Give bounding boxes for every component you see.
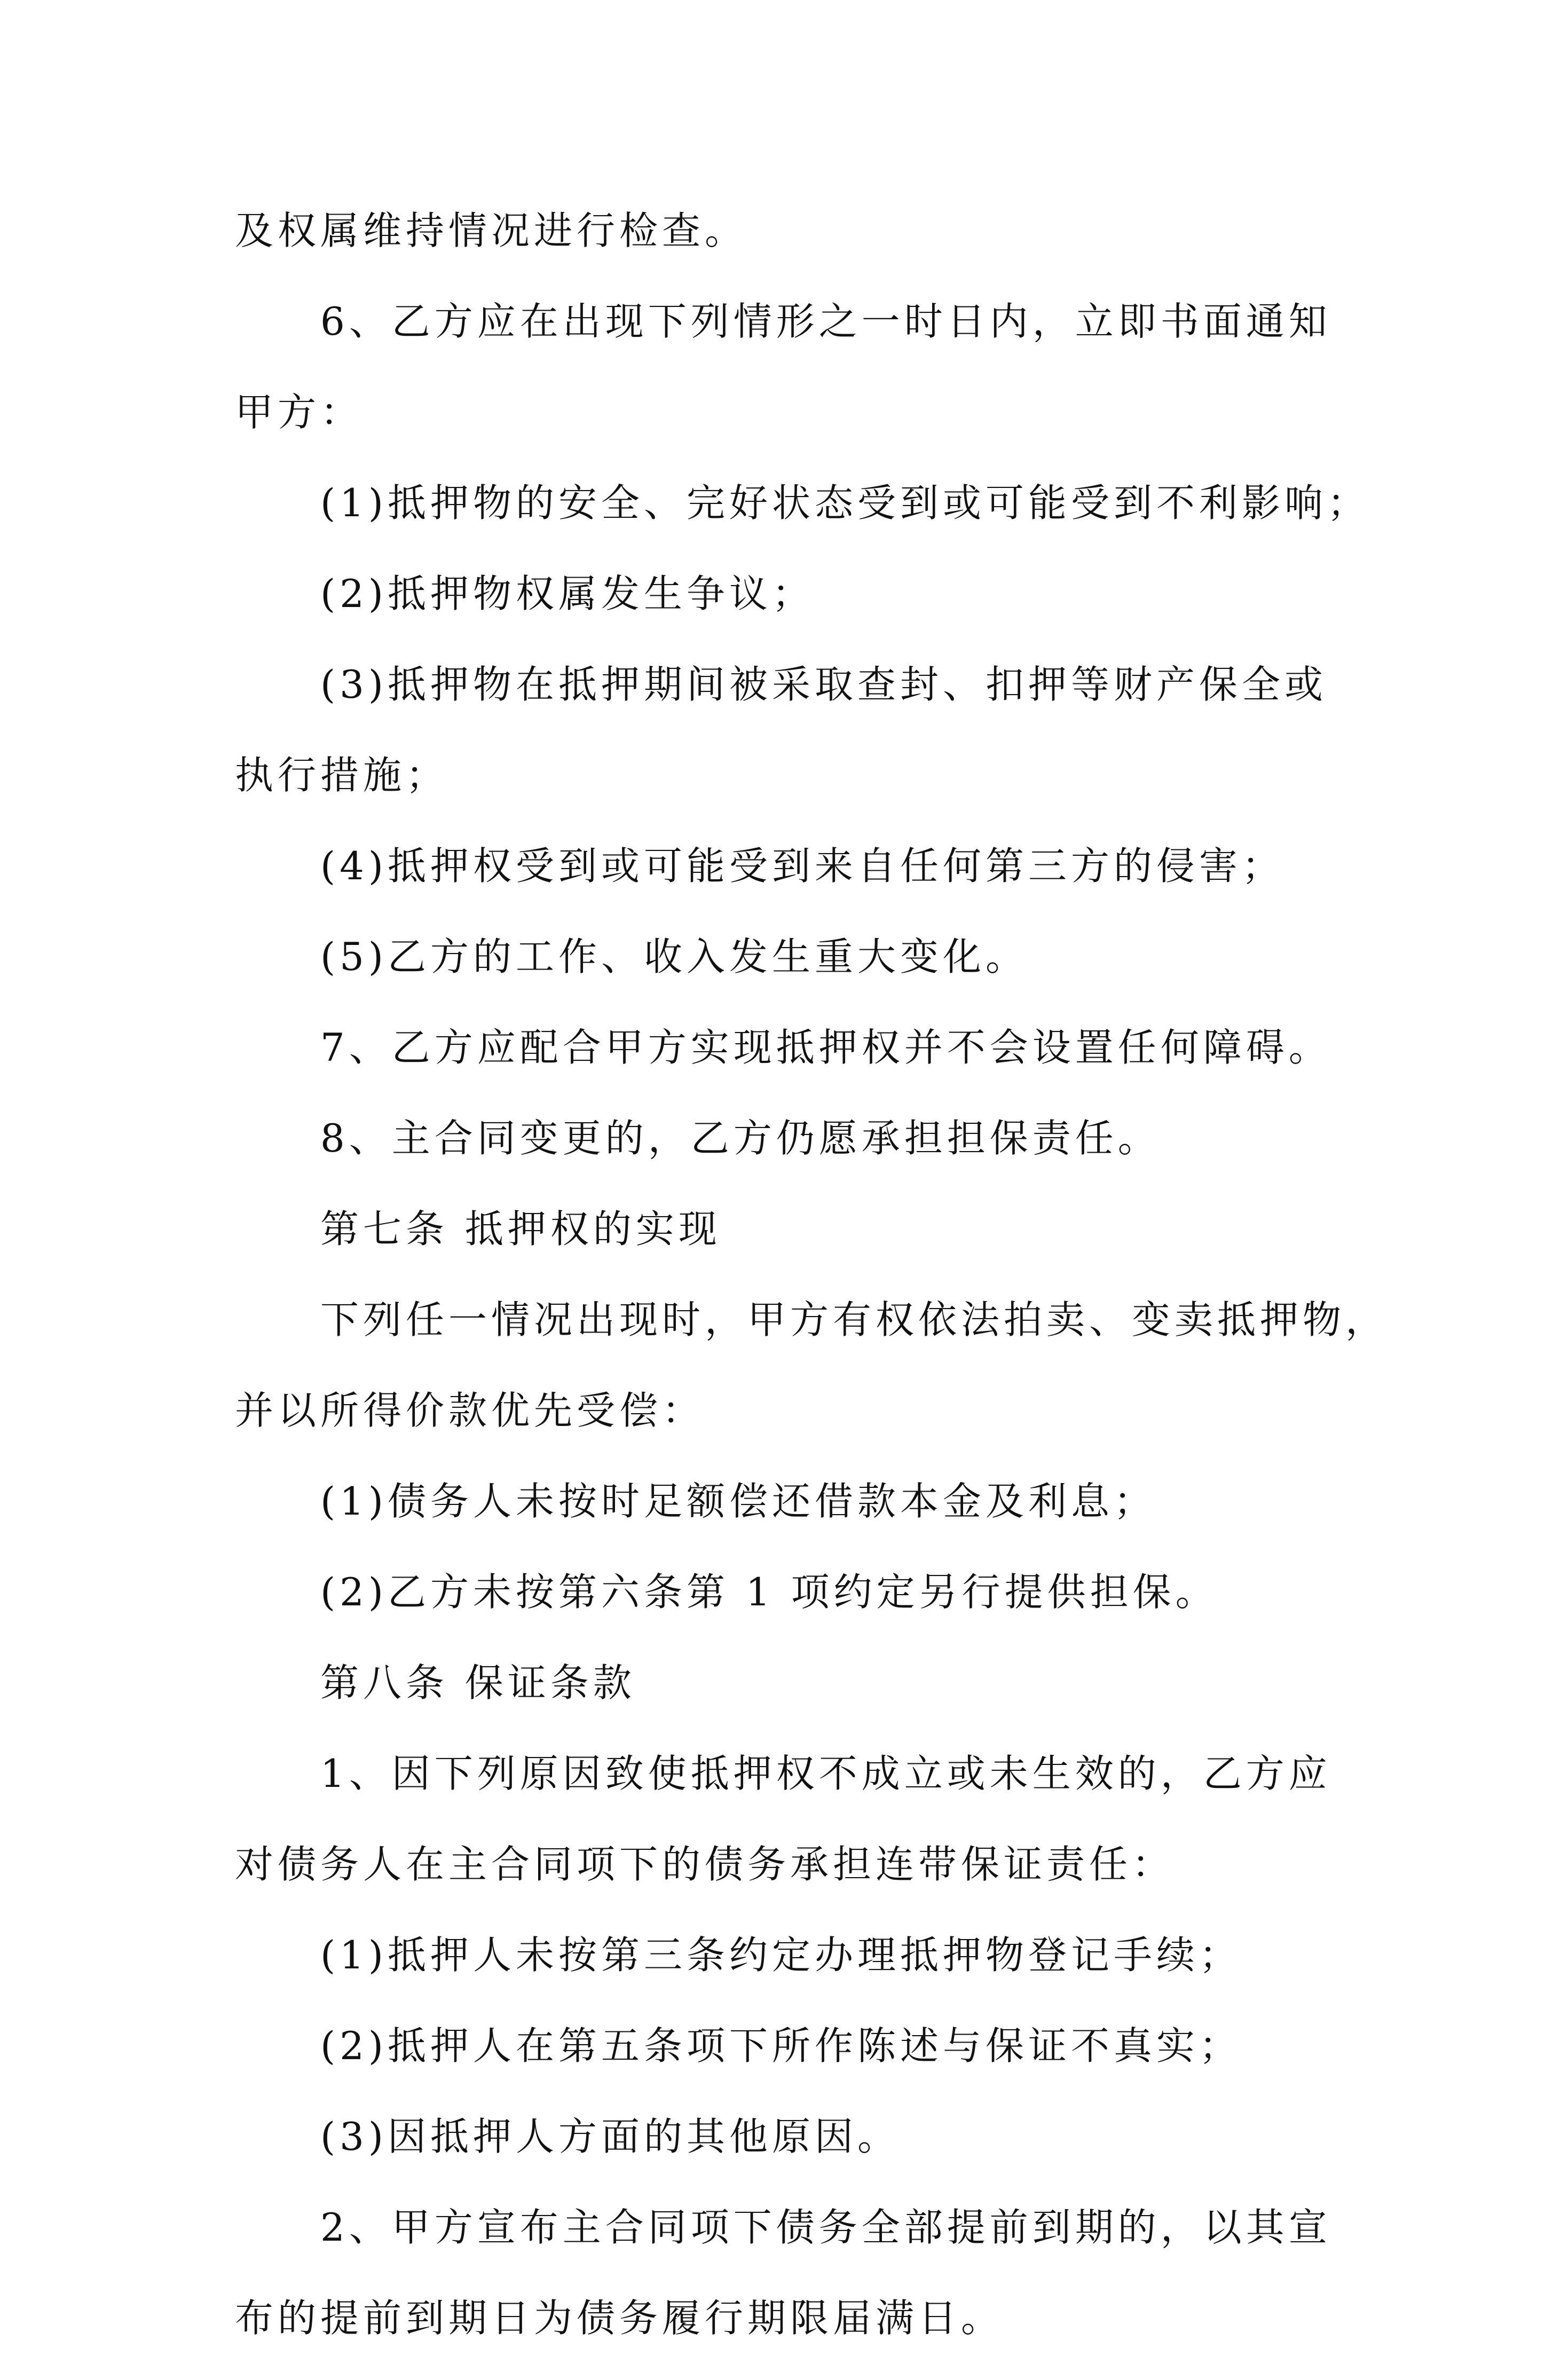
paragraph-line: 8、主合同变更的，乙方仍愿承担担保责任。 (320, 1116, 1161, 1161)
paragraph-line: (2)抵押物权属发生争议； (320, 571, 815, 616)
paragraph-line: (5)乙方的工作、收入发生重大变化。 (320, 934, 1028, 979)
paragraph-line: 6、乙方应在出现下列情形之一时日内，立即书面通知 (320, 299, 1331, 344)
paragraph-line: 并以所得价款优先受偿： (235, 1388, 705, 1433)
paragraph-line: 1、因下列原因致使抵押权不成立或未生效的，乙方应 (320, 1751, 1331, 1796)
paragraph-line: (1)抵押物的安全、完好状态受到或可能受到不利影响； (320, 480, 1370, 525)
document-body (235, 202, 1389, 2380)
paragraph-line: 及权属维持情况进行检查。 (235, 208, 748, 253)
paragraph-line: (1)抵押人未按第三条约定办理抵押物登记手续； (320, 1933, 1242, 1977)
paragraph-line: 下列任一情况出现时，甲方有权依法拍卖、变卖抵押物， (320, 1297, 1389, 1342)
paragraph-line: (2)抵押人在第五条项下所作陈述与保证不真实； (320, 2023, 1242, 2068)
paragraph-line: 甲方： (235, 390, 364, 435)
paragraph-line: 布的提前到期日为债务履行期限届满日。 (235, 2296, 1004, 2340)
paragraph-line: (3)抵押物在抵押期间被采取查封、扣押等财产保全或 (320, 662, 1327, 707)
section-heading: 第八条 保证条款 (320, 1660, 636, 1705)
paragraph-line: (2)乙方未按第六条第 1 项约定另行提供担保。 (320, 1570, 1218, 1614)
paragraph-line: (1)债务人未按时足额偿还借款本金及利息； (320, 1479, 1156, 1524)
paragraph-line: 7、乙方应配合甲方实现抵押权并不会设置任何障碍。 (320, 1025, 1331, 1070)
paragraph-line: (4)抵押权受到或可能受到来自任何第三方的侵害； (320, 844, 1284, 888)
paragraph-line: 2、甲方宣布主合同项下债务全部提前到期的，以其宣 (320, 2205, 1331, 2250)
paragraph-line: (3)因抵押人方面的其他原因。 (320, 2114, 900, 2159)
section-heading: 第七条 抵押权的实现 (320, 1207, 721, 1251)
paragraph-line: 对债务人在主合同项下的债务承担连带保证责任： (235, 1842, 1175, 1887)
paragraph-line: 执行措施； (235, 753, 449, 798)
